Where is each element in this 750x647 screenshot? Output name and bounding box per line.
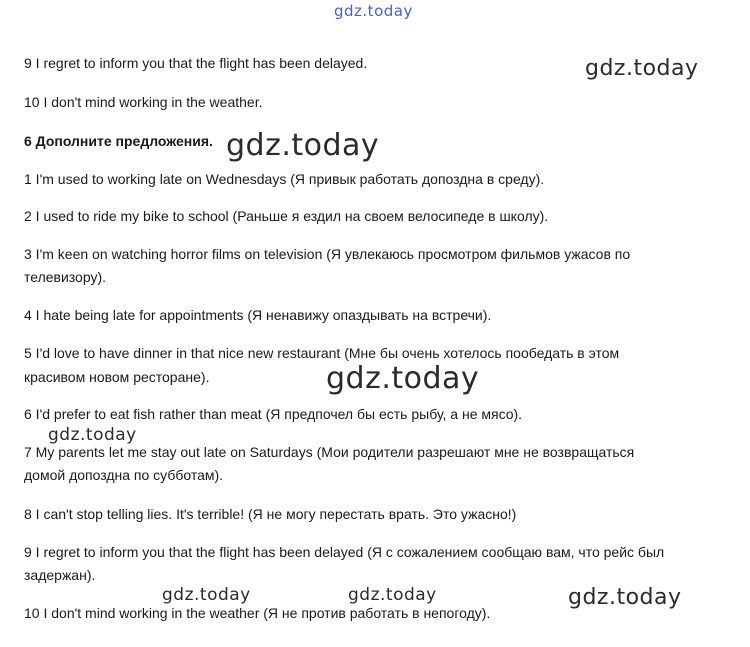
answer-4: 4 I hate being late for appointments (Я ненавижу опаздывать на встречи). [24, 307, 492, 323]
answer-1: 1 I'm used to working late on Wednesdays (Я привык работать допоздна в среду). [24, 171, 545, 187]
watermark-top: gdz.today [334, 2, 413, 20]
watermark-left-mid: gdz.today [48, 425, 137, 445]
exercise-heading: 6 Дополните предложения. [24, 133, 213, 149]
answer-2: 2 I used to ride my bike to school (Раньше я ездил на своем велосипеде в школу). [24, 208, 549, 224]
sentence-9-original: 9 I regret to inform you that the flight has been delayed. [24, 55, 368, 71]
answer-6: 6 I'd prefer to eat fish rather than meat (Я предпочел бы есть рыбу, а не мясо). [24, 406, 523, 422]
answer-7-line-2: домой допоздна по субботам). [24, 467, 224, 483]
answer-10: 10 I don't mind working in the weather (Я не против работать в непогоду). [24, 605, 491, 621]
answer-3-line-1: 3 I'm keen on watching horror films on television (Я увлекаюсь просмотром фильмов ужасов по [24, 246, 631, 262]
watermark-right-top: gdz.today [585, 56, 699, 81]
watermark-bottom-left: gdz.today [162, 585, 251, 605]
answer-7-line-1: 7 My parents let me stay out late on Saturdays (Мои родители разрешают мне не возвращаться [24, 444, 635, 460]
watermark-bottom-center: gdz.today [348, 585, 437, 605]
answer-8: 8 I can't stop telling lies. It's terrible! (Я не могу перестать врать. Это ужасно!) [24, 506, 517, 522]
answer-9-line-2: задержан). [24, 567, 96, 583]
answer-5-line-2: красивом новом ресторане). [24, 369, 210, 385]
watermark-bottom-right: gdz.today [568, 585, 682, 610]
answer-3-line-2: телевизору). [24, 269, 107, 285]
answer-5-line-1: 5 I'd love to have dinner in that nice new restaurant (Мне бы очень хотелось пообедать в этом [24, 345, 620, 361]
watermark-middle: gdz.today [326, 361, 480, 396]
sentence-10-original: 10 I don't mind working in the weather. [24, 94, 263, 110]
watermark-heading: gdz.today [226, 128, 380, 163]
answer-9-line-1: 9 I regret to inform you that the flight has been delayed (Я с сожалением сообщаю вам, что рейс был [24, 544, 665, 560]
